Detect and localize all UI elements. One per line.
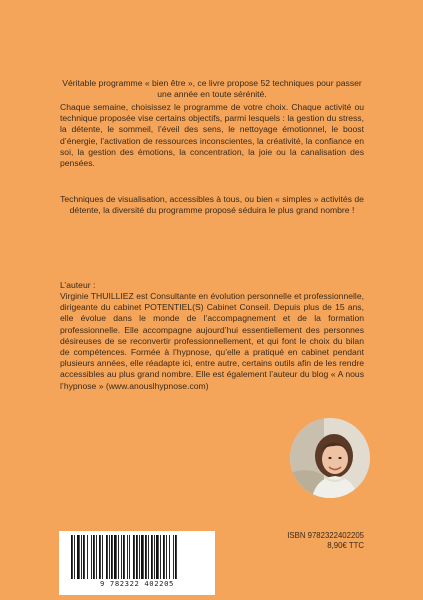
barcode-bar (166, 535, 167, 579)
barcode-bar (123, 535, 125, 579)
barcode-bar (148, 535, 149, 579)
barcode-digits: 9 782322 402205 (100, 579, 174, 588)
barcode-bar (175, 535, 177, 579)
price: 8,90€ TTC (327, 541, 364, 550)
barcode-bar (139, 535, 140, 579)
barcode-bar (87, 535, 88, 579)
barcode-bar (71, 535, 73, 579)
barcode-bar (127, 535, 128, 579)
barcode-bar (99, 535, 101, 579)
barcode-bar (114, 535, 117, 579)
intro-paragraph: Véritable programme « bien être », ce livre propose 52 techniques pour passer une année en toute sérénité. (62, 78, 362, 100)
barcode-bar (169, 535, 170, 579)
barcode-bar (121, 535, 122, 579)
barcode-bar (141, 535, 144, 579)
barcode-bar (83, 535, 85, 579)
barcode-bar (156, 535, 159, 579)
isbn-number: ISBN 9782322402205 (287, 531, 364, 540)
author-bio: Virginie THUILLIEZ est Consultante en évolution personnelle et professionnelle, dirigeante du cabinet POTENTIEL(S) Cabinet Conseil. Depuis plus de 15 ans, elle évolue dans le monde de l’accompagnement et de la formation professionnelle. Elle accompagne aujourd’hui essentiellement des personnes désireuses de se reconvertir professionnellement, et qui font le choix du bilan de compétences. Formée à l’hypnose, qu’elle a pratiqué en cabinet pendant plusieurs années, elle réadapte ici, entre autre, certains outils afin de les rendre accessibles au plus grand nombre. Elle est également l’auteur du blog « A nous l’hypnose » (www.anouslhypnose.com) (60, 291, 364, 391)
barcode-bar (102, 535, 103, 579)
barcode-bar (133, 535, 135, 579)
barcode-bar (109, 535, 110, 579)
barcode-bar (163, 535, 165, 579)
barcode-bar (145, 535, 147, 579)
barcode (59, 531, 215, 595)
barcode-bar (111, 535, 113, 579)
program-description: Chaque semaine, choisissez le programme de votre choix. Chaque activité ou technique proposée vise certains objectifs, parmi lesquels : la gestion du stress, la détente, le sommeil, l’éveil des sens, le nettoyage émotionnel, le boost d’énergie, l’activation de ressources inconscientes, la créativité, la confiance en soi, la gestion des émotions, la concentration, la joie ou la canalisation des pensées. (60, 102, 364, 169)
barcode-bar (160, 535, 161, 579)
barcode-bar (154, 535, 155, 579)
barcode-bar (151, 535, 153, 579)
barcode-bar (106, 535, 108, 579)
author-photo (290, 418, 370, 498)
barcode-bar (93, 535, 95, 579)
author-heading: L’auteur : (60, 280, 96, 290)
barcode-bar (136, 535, 138, 579)
barcode-bar (173, 535, 174, 579)
barcode-bar (81, 535, 82, 579)
author-portrait-illustration (290, 418, 370, 498)
barcode-bar (118, 535, 119, 579)
barcode-bar (96, 535, 97, 579)
barcode-bars (70, 535, 206, 579)
barcode-bar (74, 535, 75, 579)
barcode-bar (129, 535, 130, 579)
isbn-block (250, 531, 364, 551)
barcode-bar (77, 535, 80, 579)
barcode-bar (91, 535, 92, 579)
techniques-paragraph: Techniques de visualisation, accessibles à tous, ou bien « simples » activités de détente, la diversité du programme proposé séduira le plus grand nombre ! (60, 194, 364, 216)
